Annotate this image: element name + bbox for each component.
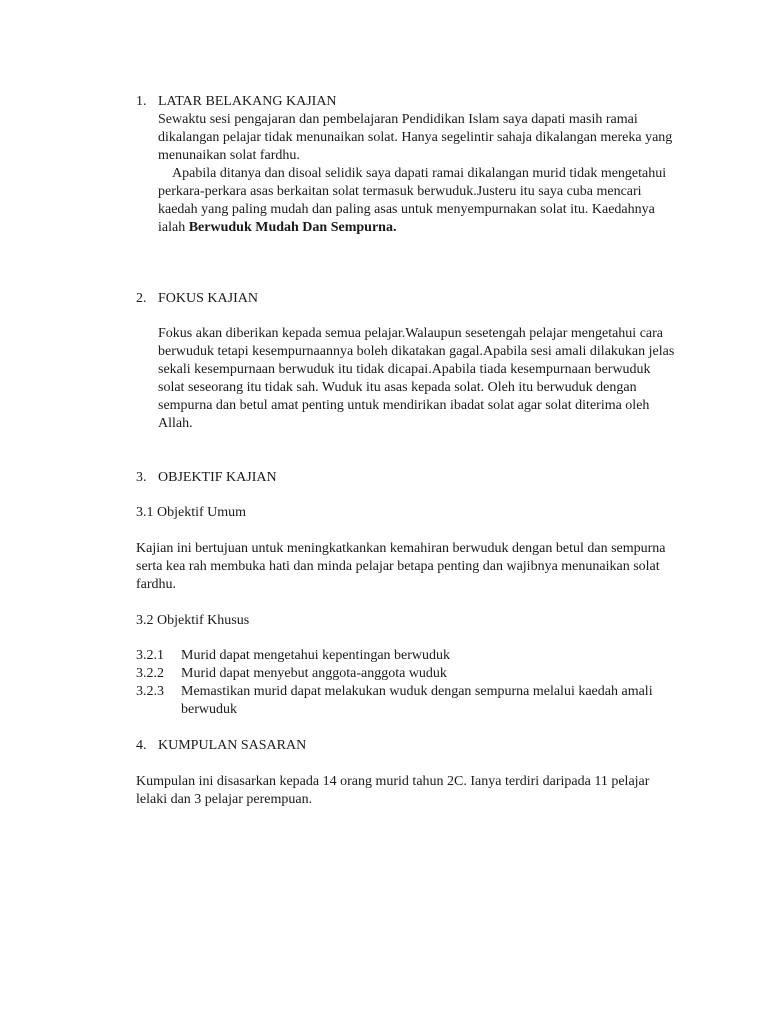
list-item-text: Murid dapat menyebut anggota-anggota wuduk	[181, 666, 447, 681]
section-4-paragraph: Kumpulan ini disasarkan kepada 14 orang murid tahun 2C. Ianya terdiri daripada 11 pelajar lelaki dan 3 pelajar perempuan.	[136, 774, 650, 807]
section-3-title: OBJEKTIF KAJIAN	[158, 470, 277, 485]
list-item	[136, 683, 696, 719]
subsection-3-1-paragraph: Kajian ini bertujuan untuk meningkatkankan kemahiran berwuduk dengan betul dan sempurna serta kea rah membuka hati dan minda pelajar betapa penting dan wajibnya menunaikan solat fardhu.	[136, 541, 666, 592]
section-2-body	[158, 325, 678, 433]
section-1-heading	[136, 93, 337, 111]
section-1-title: LATAR BELAKANG KAJIAN	[158, 94, 337, 109]
list-item-text: Murid dapat mengetahui kepentingan berwuduk	[181, 648, 451, 663]
list-item-number: 3.2.2	[136, 666, 164, 681]
section-2-number: 2.	[136, 291, 147, 306]
list-item	[136, 647, 696, 665]
section-2-paragraph-1: Fokus akan diberikan kepada semua pelajar.Walaupun sesetengah pelajar mengetahui cara berwuduk tetapi kesempurnaannya boleh dikatakan gagal.Apabila sesi amali dilakukan jelas sekali kesempurnaan berwuduk itu tidak dicapai.Apabila tiada kesempurnaan berwuduk solat seseorang itu tidak sah. Wuduk itu asas kepada solat. Oleh itu berwuduk dengan sempurna dan betul amat penting untuk mendirikan ibadat solat agar solat diterima oleh Allah.	[158, 326, 675, 431]
section-3-heading	[136, 469, 277, 487]
section-4-heading	[136, 737, 306, 755]
section-2-heading	[136, 290, 258, 308]
list-item	[136, 665, 696, 683]
section-1-paragraph-2	[158, 165, 678, 237]
subsection-3-2-heading: 3.2 Objektif Khusus	[136, 613, 250, 628]
subsection-3-1-body	[136, 540, 676, 594]
subsection-3-1-heading: 3.1 Objektif Umum	[136, 505, 247, 520]
objective-list	[136, 647, 696, 719]
section-4-title: KUMPULAN SASARAN	[158, 738, 307, 753]
section-4-body	[136, 773, 656, 809]
section-1-body	[158, 111, 678, 237]
section-4-number: 4.	[136, 738, 147, 753]
section-3-number: 3.	[136, 470, 147, 485]
list-item-text: Memastikan murid dapat melakukan wuduk dengan sempurna melalui kaedah amali berwuduk	[181, 684, 653, 717]
list-item-number: 3.2.1	[136, 648, 164, 663]
section-2-title: FOKUS KAJIAN	[158, 291, 258, 306]
section-1-paragraph-2-text: Apabila ditanya dan disoal selidik saya dapati ramai dikalangan murid tidak mengetahui perkara-perkara asas berkaitan solat termasuk berwuduk.Justeru itu saya cuba mencari kaedah yang paling mudah dan paling asas untuk menyempurnakan solat itu. Kaedahnya ialah	[158, 166, 667, 235]
list-item-number: 3.2.3	[136, 684, 164, 699]
section-1-paragraph-1: Sewaktu sesi pengajaran dan pembelajaran Pendidikan Islam saya dapati masih ramai dikalangan pelajar tidak menunaikan solat. Hanya segelintir sahaja dikalangan mereka yang menunaikan solat fardhu.	[158, 112, 673, 163]
section-1-number: 1.	[136, 94, 147, 109]
section-1-emphasis: Berwuduk Mudah Dan Sempurna.	[188, 220, 397, 235]
